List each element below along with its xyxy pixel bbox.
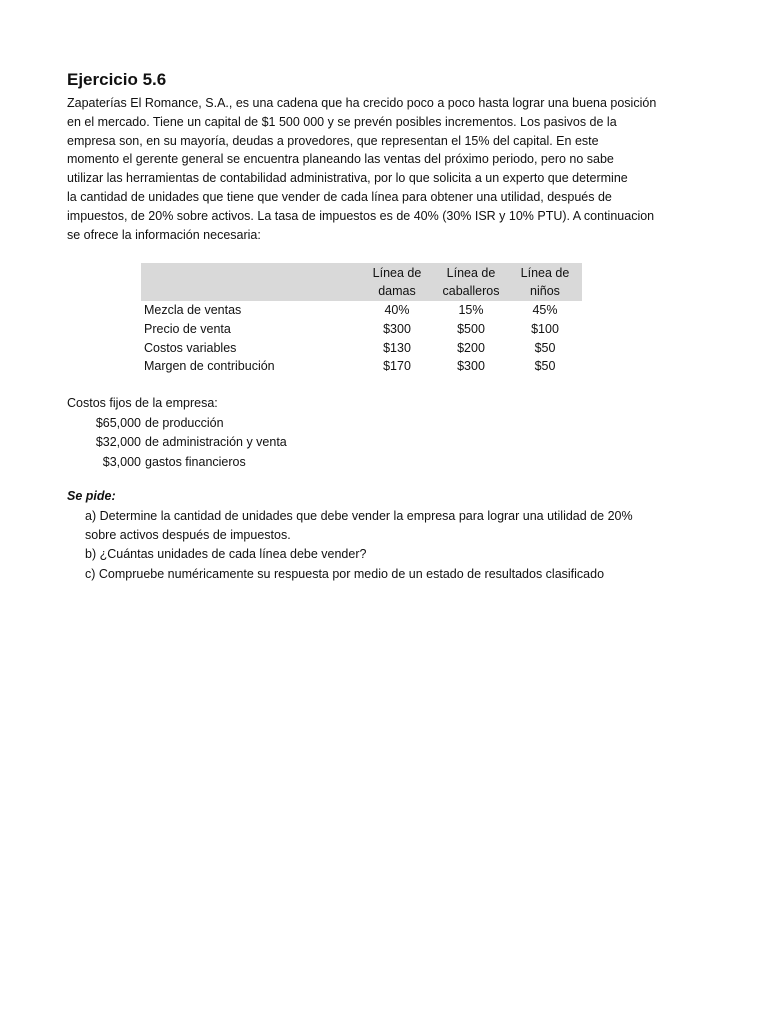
table-row: [141, 357, 582, 376]
paragraph-line: momento el gerente general se encuentra planeando las ventas del próximo periodo, pero no sabe: [67, 152, 614, 167]
header-line2: caballeros: [442, 284, 500, 298]
header-line1: Línea de: [520, 265, 570, 280]
paragraph-line: se ofrece la información necesaria:: [67, 227, 261, 242]
fixed-cost-description: gastos financieros: [145, 454, 246, 469]
header-line2: damas: [378, 284, 416, 298]
problem-statement: [67, 94, 667, 244]
paragraph-line: la cantidad de unidades que tiene que vender de cada línea para obtener una utilidad, después de: [67, 189, 612, 204]
cell-caballeros: 15%: [458, 303, 484, 317]
table-row: [141, 301, 582, 320]
requirement-line: c) Compruebe numéricamente su respuesta por medio de un estado de resultados clasificado: [85, 566, 605, 581]
header-line2: niños: [530, 284, 560, 298]
header-blank-cell: [141, 263, 360, 301]
paragraph-line: Zapaterías El Romance, S.A., es una cadena que ha crecido poco a poco hasta lograr una buena posición: [67, 96, 657, 110]
requirement-line: sobre activos después de impuestos.: [85, 528, 291, 543]
row-label: Costos variables: [144, 340, 237, 355]
paragraph-line: impuestos, de 20% sobre activos. La tasa de impuestos es de 40% (30% ISR y 10% PTU). A continuacion: [67, 208, 655, 223]
cell-caballeros: $500: [457, 321, 485, 336]
table-header-row: [141, 263, 582, 301]
exercise-title: Ejercicio 5.6: [67, 70, 167, 89]
table-row: [141, 339, 582, 358]
fixed-cost-amount: $32,000: [95, 435, 141, 450]
header-line1: Línea de: [372, 265, 422, 280]
cell-damas: 40%: [384, 303, 410, 317]
cell-caballeros: $200: [457, 340, 485, 355]
header-linea-damas: [360, 263, 434, 301]
requirement-line: b) ¿Cuántas unidades de cada línea debe vender?: [85, 547, 367, 562]
cell-damas: $170: [383, 359, 411, 374]
cell-ninos: $50: [534, 359, 556, 374]
fixed-costs-list: [67, 414, 387, 472]
row-label: Margen de contribución: [144, 359, 275, 374]
header-linea-ninos: [508, 263, 582, 301]
sales-mix-table: [141, 263, 582, 376]
cell-damas: $300: [383, 321, 411, 336]
header-linea-caballeros: [434, 263, 508, 301]
cell-ninos: 45%: [532, 303, 558, 317]
list-item: [67, 414, 387, 433]
fixed-costs-title: Costos fijos de la empresa:: [67, 396, 218, 410]
table-row: [141, 320, 582, 339]
paragraph-line: en el mercado. Tiene un capital de $1 500 000 y se prevén posibles incrementos. Los pasivos de la: [67, 114, 617, 129]
se-pide-heading: Se pide:: [67, 489, 116, 503]
cell-caballeros: $300: [457, 359, 485, 374]
requirement-line: a) Determine la cantidad de unidades que debe vender la empresa para lograr una utilidad de 20%: [85, 509, 633, 523]
header-line1: Línea de: [446, 265, 496, 280]
fixed-cost-amount: $3,000: [102, 454, 141, 469]
paragraph-line: utilizar las herramientas de contabilidad administrativa, por lo que solicita a un experto que determine: [67, 171, 628, 186]
cell-ninos: $100: [531, 321, 559, 336]
cell-damas: $130: [383, 340, 411, 355]
fixed-cost-description: de producción: [145, 416, 224, 430]
row-label: Mezcla de ventas: [144, 303, 242, 317]
paragraph-line: empresa son, en su mayoría, deudas a provedores, que representan el 15% del capital. En este: [67, 133, 599, 148]
cell-ninos: $50: [534, 340, 556, 355]
list-item: [67, 433, 387, 452]
list-item: [67, 453, 387, 472]
requirements-list: [85, 507, 633, 584]
row-label: Precio de venta: [144, 321, 231, 336]
fixed-cost-description: de administración y venta: [145, 435, 287, 450]
fixed-cost-amount: $65,000: [95, 416, 141, 430]
